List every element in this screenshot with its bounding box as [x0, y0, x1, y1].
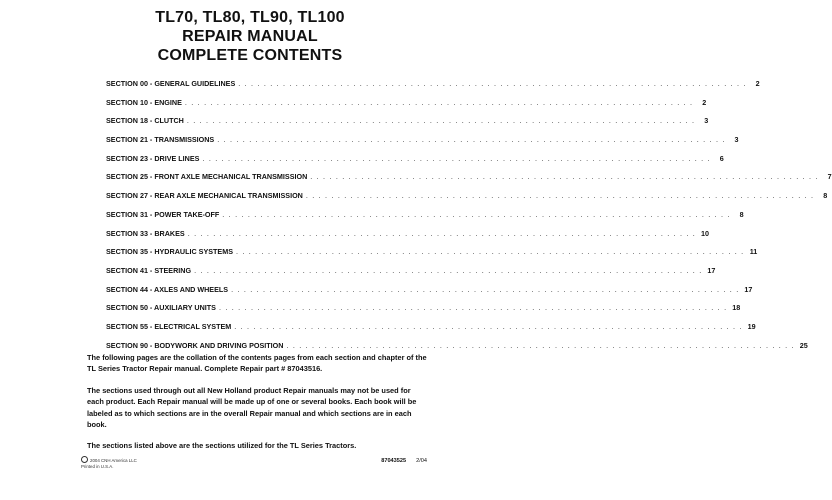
- toc-page-number: 11: [749, 247, 758, 257]
- copyright-icon: [81, 456, 88, 463]
- toc-leader-dots: . . . . . . . . . . . . . . . . . . . . . . . . . . . . . . . . . . . . . . . . . . . . . . . . . . . . . . . . . . . . . . . . . . . . . . . . . . . . . . . .: [238, 79, 747, 88]
- toc-leader-dots: . . . . . . . . . . . . . . . . . . . . . . . . . . . . . . . . . . . . . . . . . . . . . . . . . . . . . . . . . . . . . . . . . . . . . . . . . . . . . . . .: [236, 247, 745, 257]
- toc-page-number: 3: [704, 116, 709, 126]
- toc-row: [106, 321, 756, 341]
- toc-section-label: SECTION 21 - TRANSMISSIONS: [106, 135, 215, 145]
- toc-leader-dots: . . . . . . . . . . . . . . . . . . . . . . . . . . . . . . . . . . . . . . . . . . . . . . . . . . . . . . . . . . . . . . . . . . . . . . . . . . . . . . . .: [187, 228, 696, 238]
- footer-part-info: [381, 458, 427, 464]
- note-paragraph: The sections listed above are the sections utilized for the TL Series Tractors.: [87, 441, 357, 451]
- toc-row: [106, 172, 832, 191]
- title-repair-manual: REPAIR MANUAL: [182, 28, 318, 45]
- toc-section-label: SECTION 90 - BODYWORK AND DRIVING POSITION: [106, 340, 284, 350]
- toc-section-label: SECTION 18 - CLUTCH: [106, 116, 184, 126]
- toc-row: [106, 97, 707, 117]
- toc-leader-dots: . . . . . . . . . . . . . . . . . . . . . . . . . . . . . . . . . . . . . . . . . . . . . . . . . . . . . . . . . . . . . . . . . . . . . . . . . . . . . . . .: [231, 284, 740, 294]
- toc-page-number: 17: [707, 265, 716, 275]
- toc-leader-dots: . . . . . . . . . . . . . . . . . . . . . . . . . . . . . . . . . . . . . . . . . . . . . . . . . . . . . . . . . . . . . . . . . . . . . . . . . . . . . . . .: [186, 116, 696, 126]
- toc-page-number: 6: [719, 153, 724, 163]
- toc-section-label: SECTION 00 - GENERAL GUIDELINES: [106, 79, 236, 88]
- toc-page-number: 18: [732, 303, 741, 313]
- toc-section-label: SECTION 35 - HYDRAULIC SYSTEMS: [106, 247, 233, 257]
- toc-page-number: 8: [739, 209, 744, 219]
- toc-leader-dots: . . . . . . . . . . . . . . . . . . . . . . . . . . . . . . . . . . . . . . . . . . . . . . . . . . . . . . . . . . . . . . . . . . . . . . . . . . . . . . . .: [194, 265, 703, 275]
- toc-page-number: 17: [744, 284, 753, 294]
- toc-leader-dots: . . . . . . . . . . . . . . . . . . . . . . . . . . . . . . . . . . . . . . . . . . . . . . . . . . . . . . . . . . . . . . . . . . . . . . . . . . . . . . . .: [218, 303, 728, 313]
- toc-leader-dots: . . . . . . . . . . . . . . . . . . . . . . . . . . . . . . . . . . . . . . . . . . . . . . . . . . . . . . . . . . . . . . . . . . . . . . . . . . . . . . . .: [202, 153, 711, 163]
- toc-page-number: 3: [734, 135, 739, 145]
- toc-leader-dots: . . . . . . . . . . . . . . . . . . . . . . . . . . . . . . . . . . . . . . . . . . . . . . . . . . . . . . . . . . . . . . . . . . . . . . . . . . . . . . . .: [310, 172, 819, 182]
- part-number: 87043525: [381, 458, 407, 464]
- title-complete-contents: COMPLETE CONTENTS: [157, 47, 343, 64]
- toc-section-label: SECTION 55 - ELECTRICAL SYSTEM: [106, 321, 232, 331]
- toc-leader-dots: . . . . . . . . . . . . . . . . . . . . . . . . . . . . . . . . . . . . . . . . . . . . . . . . . . . . . . . . . . . . . . . . . . . . . . . . . . . . . . . .: [217, 135, 726, 145]
- table-of-contents: [106, 79, 832, 359]
- copyright-text: 2004 CNH America LLC: [90, 458, 137, 463]
- toc-section-label: SECTION 23 - DRIVE LINES: [106, 153, 200, 163]
- note-paragraph: The sections used through out all New Holland product Repair manuals may not be used for each product. Each Repair manual will be made up of one or several books. Each book will be labeled as to which sections are in the overall Repair manual and which sections are in each book.: [87, 385, 417, 430]
- toc-row: [106, 209, 744, 229]
- toc-page-number: 8: [823, 191, 828, 201]
- toc-page-number: 2: [702, 97, 707, 107]
- notes-block: [87, 352, 427, 462]
- toc-page-number: 2: [755, 79, 760, 88]
- toc-row: [106, 247, 758, 266]
- title-block: [0, 8, 500, 65]
- toc-row: [106, 191, 828, 210]
- toc-row: [106, 79, 760, 98]
- toc-section-label: SECTION 44 - AXLES AND WHEELS: [106, 284, 229, 294]
- title-models: TL70, TL80, TL90, TL100: [155, 9, 345, 26]
- footer-copyright: [81, 456, 137, 470]
- toc-row: [106, 153, 724, 173]
- toc-row: [106, 303, 741, 322]
- toc-section-label: SECTION 33 - BRAKES: [106, 228, 185, 238]
- note-paragraph: The following pages are the collation of the contents pages from each section and chapter of the TL Series Tractor Repair manual. Complete Repair part # 87043516.: [87, 353, 427, 374]
- toc-row: [106, 265, 716, 285]
- toc-section-label: SECTION 41 - STEERING: [106, 265, 192, 275]
- printed-in-text: Printed in U.S.A.: [81, 464, 114, 469]
- toc-section-label: SECTION 31 - POWER TAKE-OFF: [106, 209, 220, 219]
- toc-section-label: SECTION 27 - REAR AXLE MECHANICAL TRANSMISSION: [106, 191, 303, 201]
- toc-section-label: SECTION 50 - AUXILIARY UNITS: [106, 303, 216, 313]
- toc-row: [106, 284, 753, 304]
- toc-leader-dots: . . . . . . . . . . . . . . . . . . . . . . . . . . . . . . . . . . . . . . . . . . . . . . . . . . . . . . . . . . . . . . . . . . . . . . . . . . . . . . . .: [234, 321, 743, 331]
- toc-page-number: 7: [827, 172, 832, 182]
- toc-leader-dots: . . . . . . . . . . . . . . . . . . . . . . . . . . . . . . . . . . . . . . . . . . . . . . . . . . . . . . . . . . . . . . . . . . . . . . . . . . . . . . . .: [305, 191, 815, 201]
- toc-row: [106, 135, 739, 154]
- toc-page-number: 10: [701, 228, 709, 238]
- toc-page-number: 25: [799, 340, 808, 350]
- toc-section-label: SECTION 10 - ENGINE: [106, 97, 182, 107]
- toc-page-number: 19: [747, 321, 756, 331]
- toc-leader-dots: . . . . . . . . . . . . . . . . . . . . . . . . . . . . . . . . . . . . . . . . . . . . . . . . . . . . . . . . . . . . . . . . . . . . . . . . . . . . . . . .: [286, 340, 795, 350]
- toc-section-label: SECTION 25 - FRONT AXLE MECHANICAL TRANSMISSION: [106, 172, 308, 182]
- toc-row: [106, 228, 709, 248]
- toc-row: [106, 116, 709, 135]
- toc-leader-dots: . . . . . . . . . . . . . . . . . . . . . . . . . . . . . . . . . . . . . . . . . . . . . . . . . . . . . . . . . . . . . . . . . . . . . . . . . . . . . . . .: [222, 209, 731, 219]
- toc-leader-dots: . . . . . . . . . . . . . . . . . . . . . . . . . . . . . . . . . . . . . . . . . . . . . . . . . . . . . . . . . . . . . . . . . . . . . . . . . . . . . . . .: [184, 97, 694, 107]
- print-date: 2/04: [416, 458, 427, 464]
